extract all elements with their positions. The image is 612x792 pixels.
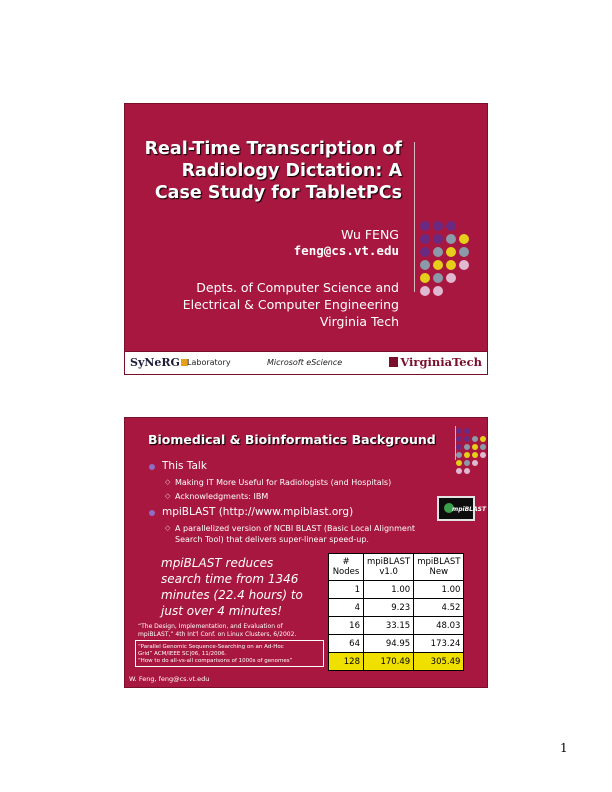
virginia-tech-logo: VirginiaTech bbox=[389, 355, 482, 369]
slide-footer: W. Feng, feng@cs.vt.edu bbox=[129, 675, 210, 683]
speedup-callout bbox=[161, 555, 303, 619]
citation-line: “Parallel Genomic Sequence-Searching on an Ad-Hoc bbox=[138, 644, 284, 650]
lab-label: Laboratory bbox=[187, 358, 231, 367]
affiliation-line: Electrical & Computer Engineering bbox=[182, 297, 399, 312]
citation-line: “The Design, Implementation, and Evaluation of bbox=[138, 623, 283, 630]
callout-line: search time from 1346 bbox=[161, 572, 299, 586]
reference-box bbox=[135, 640, 324, 667]
title-line: Radiology Dictation: A bbox=[181, 161, 402, 181]
citation-line: “How to do all-vs-all comparisons of 1000s of genomes” bbox=[138, 658, 293, 664]
table-row: 16 33.15 48.03 bbox=[329, 617, 464, 635]
table-row-highlighted: 128 170.49 305.49 bbox=[329, 653, 464, 671]
sub-bullet: ◇ Making IT More Useful for Radiologists (and Hospitals) bbox=[175, 477, 391, 488]
divider-line bbox=[414, 142, 415, 292]
callout-line: minutes (22.4 hours) to bbox=[161, 588, 303, 602]
sponsor-label: Microsoft eScience bbox=[267, 358, 343, 367]
background-slide bbox=[124, 417, 488, 688]
bullet-mpiblast: mpiBLAST (http://www.mpiblast.org) bbox=[162, 506, 354, 518]
page-number: 1 bbox=[560, 741, 568, 755]
author-name: Wu FENG bbox=[341, 227, 399, 242]
reference-citation bbox=[138, 623, 296, 639]
title-slide bbox=[124, 103, 488, 375]
title-line: Real-Time Transcription of bbox=[144, 139, 402, 159]
affiliation-line: Virginia Tech bbox=[319, 314, 399, 329]
table-row: 4 9.23 4.52 bbox=[329, 599, 464, 617]
synergy-logo: SyNeRG bbox=[130, 356, 188, 369]
slide-title: Biomedical & Bioinformatics Background bbox=[148, 432, 436, 447]
table-header: mpiBLAST New bbox=[414, 554, 464, 581]
table-row: 1 1.00 1.00 bbox=[329, 581, 464, 599]
title-line: Case Study for TabletPCs bbox=[154, 183, 402, 203]
callout-line: mpiBLAST reduces bbox=[161, 556, 274, 570]
citation-line: Grid” ACM/IEEE SC|06, 11/2006. bbox=[138, 651, 227, 657]
citation-line: mpiBLAST,” 4th Int'l Conf. on Linux Clusters, 6/2002. bbox=[138, 631, 297, 638]
affiliation bbox=[183, 279, 399, 330]
sub-bullet-line: ◇ A parallelized version of NCBI BLAST (Basic Local Alignment bbox=[175, 524, 416, 533]
bullet-this-talk: This Talk bbox=[162, 460, 207, 472]
sub-bullet bbox=[175, 523, 415, 545]
author-email: feng@cs.vt.edu bbox=[293, 243, 399, 258]
table-header: # Nodes bbox=[329, 554, 364, 581]
sub-bullet-line: Search Tool) that delivers super-linear speed-up. bbox=[175, 535, 369, 544]
sub-bullet: ◇ Acknowledgments: IBM bbox=[175, 491, 268, 502]
slide-footer bbox=[125, 351, 487, 374]
slide-title bbox=[125, 138, 402, 204]
table-header: mpiBLAST v1.0 bbox=[364, 554, 414, 581]
mpiblast-logo: mpiBLAST bbox=[437, 496, 475, 521]
speedup-table bbox=[328, 553, 464, 671]
table-row: 64 94.95 173.24 bbox=[329, 635, 464, 653]
affiliation-line: Depts. of Computer Science and bbox=[196, 280, 399, 295]
callout-line: just over 4 minutes! bbox=[161, 604, 283, 618]
